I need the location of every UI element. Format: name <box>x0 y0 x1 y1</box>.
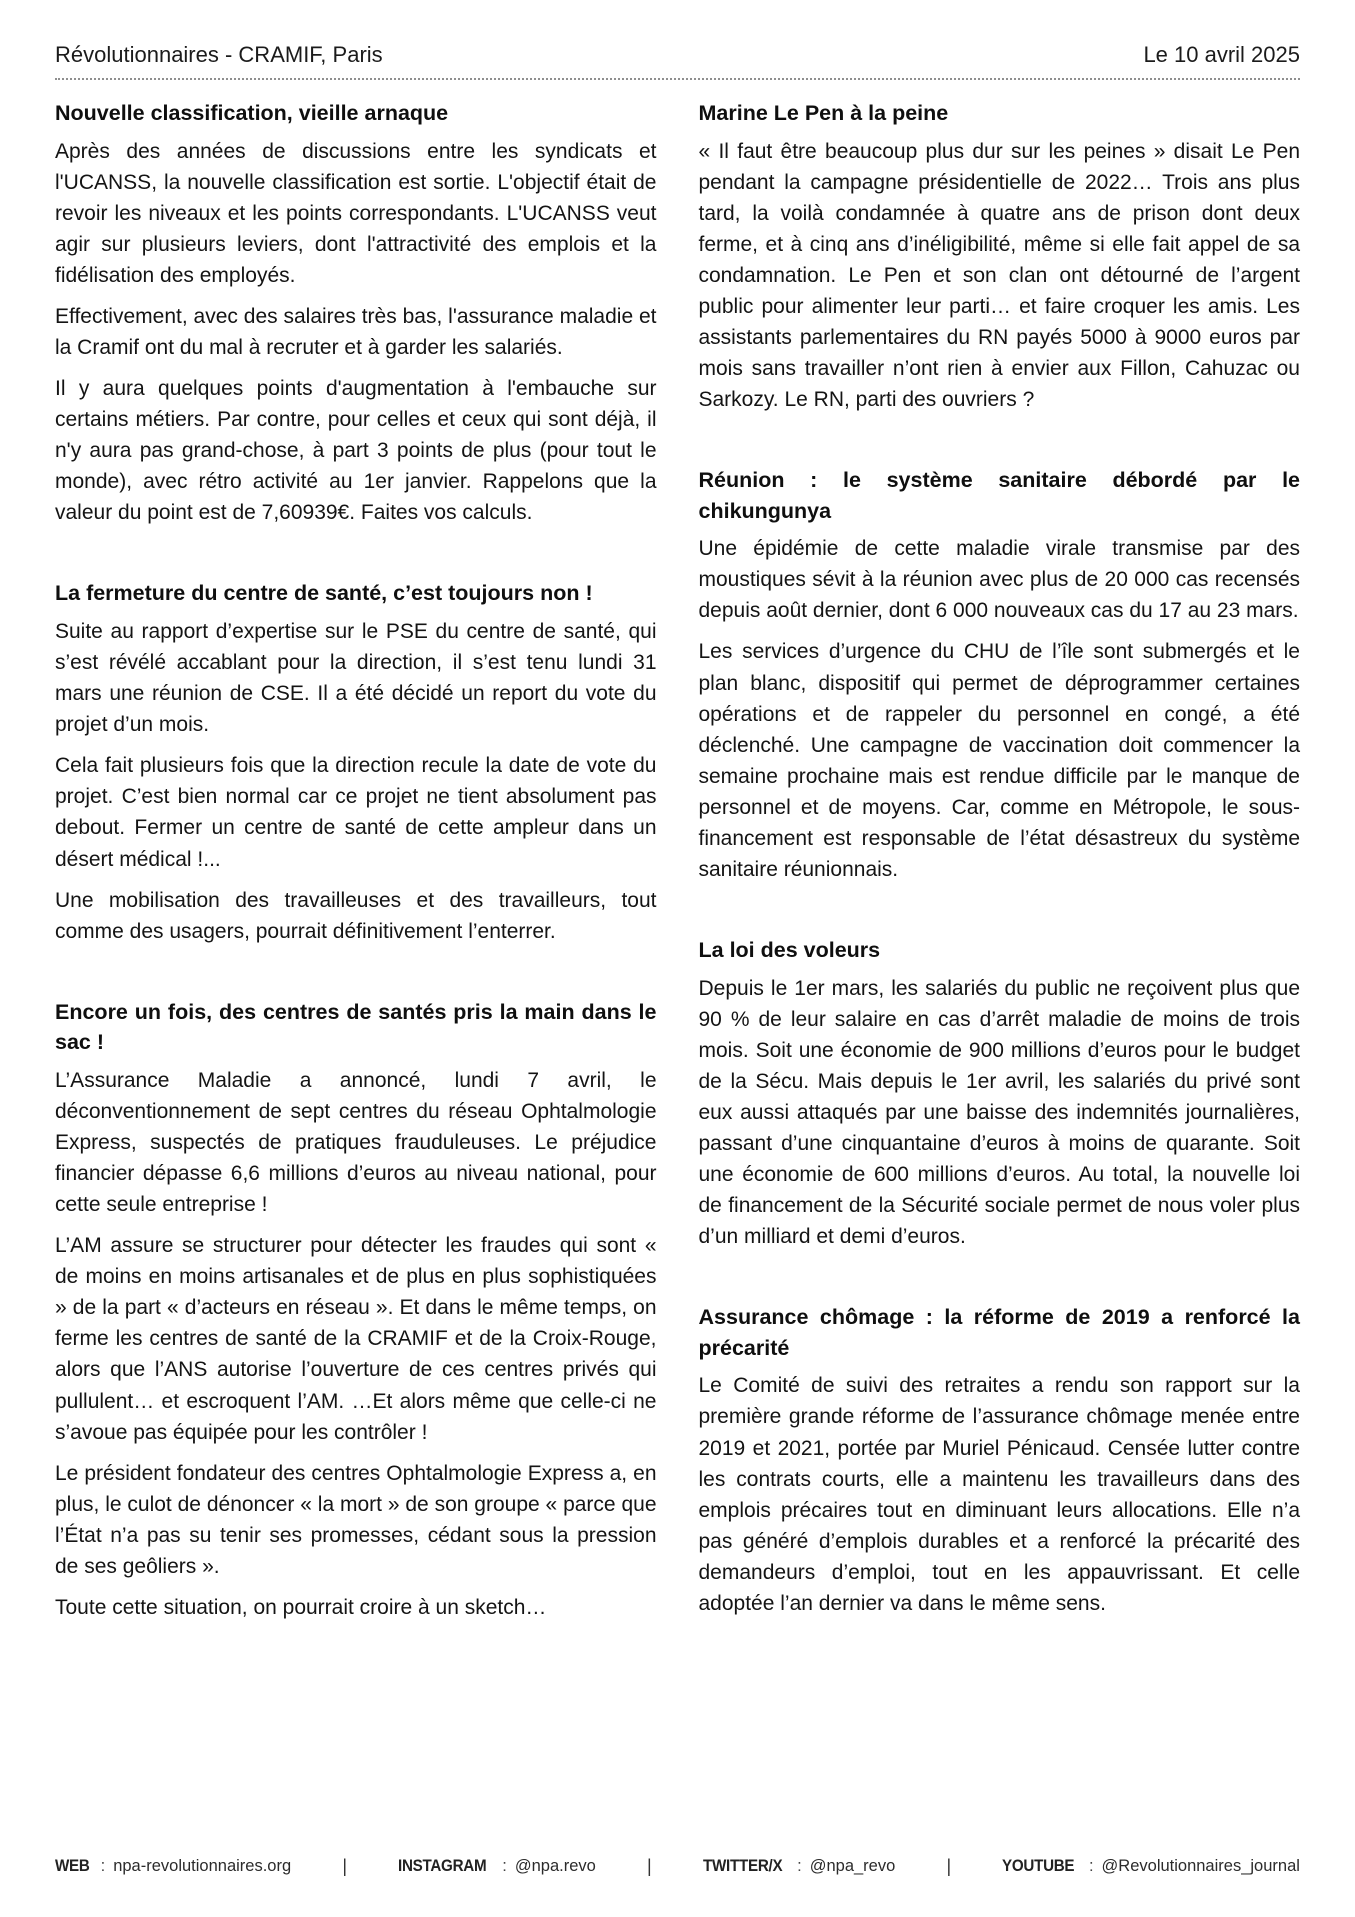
article-assurance-chomage <box>699 1302 1301 1619</box>
article-le-pen <box>699 98 1301 415</box>
article-fermeture-centre-sante <box>55 578 657 946</box>
footer-value: @npa.revo <box>514 1857 596 1875</box>
paragraph: Suite au rapport d’expertise sur le PSE du centre de santé, qui s’est révélé accablant pour la direction, il s’est tenu lundi 31 mars une réunion de CSE. Il a été décidé un report du vote du projet d’un mois. <box>55 619 657 737</box>
article-loi-des-voleurs <box>699 935 1301 1252</box>
masthead-title: Révolutionnaires - CRAMIF, Paris <box>55 42 383 67</box>
footer-colon: : <box>1088 1857 1094 1875</box>
footer-colon: : <box>100 1857 106 1875</box>
article-heading: La fermeture du centre de santé, c’est toujours non ! <box>55 581 593 606</box>
footer-item-youtube <box>1002 1857 1300 1876</box>
paragraph: Le président fondateur des centres Ophtalmologie Express a, en plus, le culot de dénoncer « la mort » de son groupe « parce que l’État n’a pas su tenir ses promesses, cédant sous la pression de ses geôliers ». <box>55 1461 657 1578</box>
footer-label: YOUTUBE <box>1002 1857 1075 1875</box>
paragraph: Toute cette situation, on pourrait croire à un sketch… <box>55 1596 547 1620</box>
paragraph: Le Comité de suivi des retraites a rendu son rapport sur la première grande réforme de l’assurance chômage menée entre 2019 et 2021, portée par Muriel Pénicaud. Censée lutter contre les contrats courts, elle a maintenu les travailleurs dans des emplois précaires tout en diminuant leurs allocations. Elle n’a pas généré d’emplois durables et a renforcé la précarité des demandeurs d’emploi, tout en les appauvrissant. Et celle adoptée l’an dernier va dans le même sens. <box>698 1374 1300 1615</box>
footer-value: npa-revolutionnaires.org <box>113 1857 292 1875</box>
left-column <box>55 98 657 1623</box>
article-heading: Assurance chômage : la réforme de 2019 a renforcé la précarité <box>698 1305 1300 1360</box>
footer-value: @Revolutionnaires_journal <box>1101 1857 1300 1875</box>
paragraph: Cela fait plusieurs fois que la direction recule la date de vote du projet. C’est bien normal car ce projet ne tient absolument pas debout. Fermer un centre de santé de cette ampleur dans un désert médical !... <box>55 754 657 871</box>
footer-item-instagram <box>398 1857 596 1876</box>
footer-item-twitter <box>703 1857 895 1876</box>
footer-label: INSTAGRAM <box>398 1857 487 1875</box>
social-footer <box>55 1856 1300 1877</box>
footer-item-web <box>55 1857 291 1876</box>
footer-separator: | <box>342 1856 348 1876</box>
paragraph: Une mobilisation des travailleuses et des travailleurs, tout comme des usagers, pourrait définitivement l’enterrer. <box>55 888 657 943</box>
footer-colon: : <box>797 1857 802 1875</box>
article-centres-sante-fraude <box>55 997 657 1623</box>
paragraph: Depuis le 1er mars, les salariés du public ne reçoivent plus que 90 % de leur salaire en cas d’arrêt maladie de moins de trois mois. Soit une économie de 900 millions d’euros pour le budget de la Sécu. Mais depuis le 1er avril, les salariés du privé sont eux aussi attaqués par une baisse des indemnités journalières, passant d’une cinquantaine d’euros à moins de quarante. Soit une économie de 600 millions d’euros. Au total, la nouvelle loi de financement de la Sécurité sociale permet de nous voler plus d’un milliard et demi d’euros. <box>698 976 1300 1249</box>
paragraph: Effectivement, avec des salaires très bas, l'assurance maladie et la Cramif ont du mal à recruter et à garder les salariés. <box>55 304 657 359</box>
footer-separator: | <box>647 1856 652 1876</box>
article-nouvelle-classification <box>55 98 657 528</box>
paragraph: L’Assurance Maladie a annoncé, lundi 7 avril, le déconventionnement de sept centres du réseau Ophtalmologie Express, suspectés de pratiques frauduleuses. Le préjudice financier dépasse 6,6 millions d’euros au niveau national, pour cette seule entreprise ! <box>55 1068 657 1217</box>
footer-label: WEB <box>55 1857 90 1875</box>
article-heading: Marine Le Pen à la peine <box>698 101 949 125</box>
article-heading: La loi des voleurs <box>698 938 881 963</box>
article-heading: Encore un fois, des centres de santés pris la main dans le sac ! <box>55 999 657 1055</box>
paragraph: « Il faut être beaucoup plus dur sur les peines » disait Le Pen pendant la campagne présidentielle de 2022… Trois ans plus tard, la voilà condamnée à quatre ans de prison dont deux ferme, et à cinq ans d’inéligibilité, même si elle fait appel de sa condamnation. Le Pen et son clan ont détourné de l’argent public pour alimenter leur parti… et faire croquer les amis. Les assistants parlementaires du RN payés 5000 à 9000 euros par mois sans travailler n’ont rien à envier aux Fillon, Cahuzac ou Sarkozy. Le RN, parti des ouvriers ? <box>698 139 1300 412</box>
article-chikungunya <box>699 465 1301 885</box>
footer-separator: | <box>946 1856 952 1876</box>
paragraph: L’AM assure se structurer pour détecter les fraudes qui sont « de moins en moins artisanales et de plus en plus sophistiquées » de la part « d’acteurs en réseau ». Et dans le même temps, on ferme les centres de santé de la CRAMIF et de la Croix-Rouge, alors que l’ANS autorise l’ouverture de ces centres privés qui pullulent… et escroquent l’AM. …Et alors même que celle-ci ne s’avoue pas équipée pour les contrôler ! <box>55 1234 657 1444</box>
masthead <box>55 0 1300 80</box>
paragraph: Une épidémie de cette maladie virale transmise par des moustiques sévit à la réunion avec plus de 20 000 cas recensés depuis août dernier, dont 6 000 nouveaux cas du 17 au 23 mars. <box>698 537 1300 623</box>
paragraph: Il y aura quelques points d'augmentation à l'embauche sur certains métiers. Par contre, pour celles et ceux qui sont déjà, il n'y aura pas grand-chose, à part 3 points de plus (pour tout le monde), avec rétro activité au 1er janvier. Rappelons que la valeur du point est de 7,60939€. Faites vos calculs. <box>55 377 657 525</box>
article-heading: Nouvelle classification, vieille arnaque <box>55 101 449 125</box>
footer-label: TWITTER/X <box>702 1857 783 1875</box>
article-heading: Réunion : le système sanitaire débordé par le chikungunya <box>698 468 1300 523</box>
right-column <box>699 98 1301 1623</box>
paragraph: Les services d’urgence du CHU de l’île sont submergés et le plan blanc, dispositif qui permet de déprogrammer certaines opérations et de rappeler du personnel en congé, a été déclenché. Une campagne de vaccination doit commencer la semaine prochaine mais est rendue difficile par le manque de personnel et de moyens. Car, comme en Métropole, le sous-financement est responsable de l’état désastreux du système sanitaire réunionnais. <box>698 640 1300 882</box>
article-columns <box>55 98 1300 1623</box>
footer-colon: : <box>502 1857 507 1875</box>
masthead-date: Le 10 avril 2025 <box>1143 42 1300 67</box>
paragraph: Après des années de discussions entre les syndicats et l'UCANSS, la nouvelle classification est sortie. L'objectif était de revoir les niveaux et les points correspondants. L'UCANSS veut agir sur plusieurs leviers, dont l'attractivité des emplois et la fidélisation des employés. <box>55 139 657 287</box>
footer-value: @npa_revo <box>809 1857 896 1875</box>
